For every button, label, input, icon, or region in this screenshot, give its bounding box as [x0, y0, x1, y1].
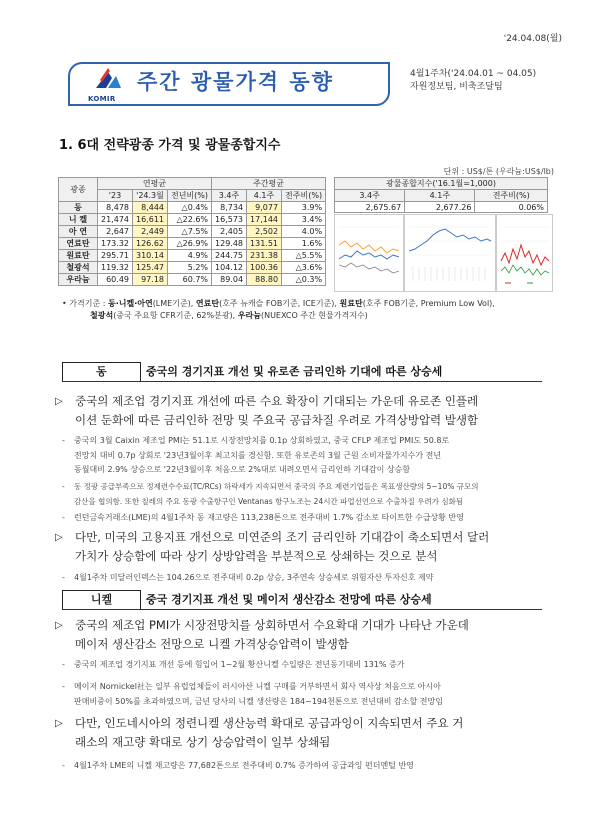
- col-header-weekly: 주간평균: [212, 178, 326, 190]
- cell: △7.5%: [168, 226, 212, 238]
- thumbnail-chart-1: [334, 214, 404, 292]
- note-uranium: 우라늄: [237, 311, 261, 320]
- arrow-icon: ▷: [55, 620, 63, 631]
- cell: 4.0%: [282, 226, 326, 238]
- department: 자원정보팀, 비축조달팀: [410, 82, 503, 92]
- cell: 4.9%: [168, 250, 212, 262]
- cell: 아 연: [59, 226, 98, 238]
- cell: 129.48: [212, 238, 247, 250]
- cell: △22.6%: [168, 214, 212, 226]
- dash-icon: -: [62, 513, 65, 522]
- cell: 244.75: [212, 250, 247, 262]
- table-row: [59, 250, 326, 262]
- table-row: [59, 202, 326, 214]
- copper-detail-2: [62, 480, 552, 509]
- nickel-detail-2: [62, 680, 552, 709]
- copper-detail-1: [62, 434, 552, 478]
- cell: 8,734: [212, 202, 247, 214]
- cell: 16,611: [133, 214, 168, 226]
- copper-divider: [62, 381, 542, 382]
- cell: 철광석: [59, 262, 98, 274]
- dash-icon: -: [62, 682, 65, 691]
- col-header-34: 3.4주: [212, 190, 247, 202]
- text-line: 메이저 생산감소 전망으로 니켈 가격상승압력이 발생함: [75, 637, 349, 651]
- cell: 원료탄: [59, 250, 98, 262]
- cell: △0.4%: [168, 202, 212, 214]
- text-line: 판매비중이 50%를 초과하였으며, 금년 당사의 니켈 생산량은 184~194천톤으로 전년대비 감소할 전망임: [74, 696, 443, 706]
- text-line: 런던금속거래소(LME)의 4월1주차 동 재고량은 113,238톤으로 전주대비 1.7% 감소로 타이트한 수급상황 반영: [74, 513, 464, 522]
- cell: △26.9%: [168, 238, 212, 250]
- nickel-divider: [62, 609, 542, 610]
- cell: 173.32: [98, 238, 133, 250]
- cell: 126.62: [133, 238, 168, 250]
- thumbnail-chart-2: [404, 214, 496, 292]
- note-thermal: 연료탄: [195, 299, 220, 308]
- nickel-detail-3: [62, 759, 552, 774]
- text-line: 동 정광 공급부족으로 정제련수수료(TC/RCs) 하락세가 지속되면서 중국의 주요 제련기업들은 목표생산량의 5~10% 규모의: [74, 482, 479, 491]
- svg-text:·····: ·····: [408, 265, 415, 272]
- index-title: 광물종합지수('16.1월=1,000): [335, 178, 548, 190]
- text-line: 다만, 미국의 고용지표 개선으로 미연준의 조기 금리인하 기대감이 축소되면서 달러: [75, 530, 490, 544]
- cell: 131.51: [247, 238, 282, 250]
- cell: 우라늄: [59, 274, 98, 286]
- index-col-34: 3.4주: [335, 190, 405, 202]
- text-line: 가치가 상승함에 따라 상기 상방압력을 부분적으로 상쇄하는 것으로 분석: [75, 549, 438, 563]
- cell: 1.6%: [282, 238, 326, 250]
- cell: 니 켈: [59, 214, 98, 226]
- index-value-34: 2,675.67: [335, 202, 405, 213]
- note-coking-basis: (호주 FOB기준, Premium Low Vol),: [362, 299, 495, 308]
- cell: 60.49: [98, 274, 133, 286]
- col-header-41: 4.1주: [247, 190, 282, 202]
- cell: 8,444: [133, 202, 168, 214]
- index-col-ratio: 전주비(%): [475, 190, 548, 202]
- thumbnail-chart-1-svg: [335, 215, 403, 291]
- nickel-label-box: 니켈: [62, 590, 141, 610]
- dash-icon: -: [62, 660, 65, 669]
- cell: 3.9%: [282, 202, 326, 214]
- note-iron-basis: (중국 주요항 CFR기준, 62%분광),: [113, 311, 238, 320]
- text-line: 중국의 제조업 경기지표 개선 등에 힘입어 1~2월 황산니켈 수입량은 전년동기대비 131% 증가: [74, 660, 405, 669]
- cell: 5.2%: [168, 262, 212, 274]
- col-header-ratio2: 전주비(%): [282, 190, 326, 202]
- dash-icon: -: [62, 436, 65, 445]
- table-row: [59, 214, 326, 226]
- text-line: 전망치 대비 0.7p 상회로 '23년3월이후 최고치를 경신함. 또한 유로존의 3월 근원 소비자물가지수가 전년: [74, 450, 442, 460]
- thumbnail-chart-2-svg: [405, 215, 495, 291]
- report-date: '24.04.08(월): [503, 34, 562, 44]
- note-iron: 철광석: [90, 311, 114, 320]
- cell: 60.7%: [168, 274, 212, 286]
- cell: 100.36: [247, 262, 282, 274]
- cell: 2,449: [133, 226, 168, 238]
- cell: 9,077: [247, 202, 282, 214]
- arrow-icon: ▷: [55, 532, 63, 543]
- cell: 21,474: [98, 214, 133, 226]
- note-cu-ni-zn: 동·니켈·아연: [107, 299, 153, 308]
- text-line: 4월1주차 LME의 니켈 재고량은 77,682톤으로 전주대비 0.7% 증가하여 공급과잉 펀더멘털 반영: [74, 761, 414, 770]
- cell: 16,573: [212, 214, 247, 226]
- note-thermal-basis: (호주 뉴캐슬 FOB기준, ICE기준),: [219, 299, 340, 308]
- cell: 295.71: [98, 250, 133, 262]
- copper-detail-3: [62, 511, 552, 526]
- text-line: 다만, 인도네시아의 정련니켈 생산능력 확대로 공급과잉이 지속되면서 주요 거: [75, 716, 464, 730]
- copper-headline: 중국의 경기지표 개선 및 유로존 금리인하 기대에 따른 상승세: [146, 365, 443, 378]
- arrow-icon: ▷: [55, 396, 63, 407]
- text-line: 메이저 Nornickel社는 일부 유럽업체들이 러시아산 니켈 구매를 거부하면서 회사 역사상 처음으로 아시아: [74, 682, 441, 691]
- cell: △0.3%: [282, 274, 326, 286]
- index-value-41: 2,677.26: [405, 202, 475, 213]
- cell: 231.38: [247, 250, 282, 262]
- cell: 동: [59, 202, 98, 214]
- cell: 8,478: [98, 202, 133, 214]
- cell: 89.04: [212, 274, 247, 286]
- cell: 17,144: [247, 214, 282, 226]
- thumbnail-chart-3-svg: [497, 215, 552, 291]
- cell: 3.4%: [282, 214, 326, 226]
- note-prefix: • 가격기준 :: [62, 299, 108, 308]
- cell: 88.80: [247, 274, 282, 286]
- price-basis-note: [62, 298, 562, 322]
- text-line: 중국의 제조업 경기지표 개선에 따른 수요 확장이 기대되는 가운데 유로존 인플레: [75, 394, 479, 408]
- col-header-ratio1: 전년비(%): [168, 190, 212, 202]
- text-line: 중국의 3월 Caixin 제조업 PMI는 51.1로 시장전망치를 0.1p 상회하였고, 중국 CFLP 제조업 PMI도 50.8로: [74, 436, 450, 445]
- dash-icon: -: [62, 761, 65, 770]
- note-uranium-basis: (NUEXCO 주간 현물가격지수): [260, 311, 368, 320]
- copper-label-box: 동: [62, 362, 141, 382]
- copper-point-1: [55, 392, 555, 430]
- copper-point-2: [55, 528, 555, 566]
- copper-detail-4: [62, 571, 552, 586]
- text-line: 동월대비 2.9% 상승으로 '22년3월이후 처음으로 2%대로 내려오면서 금리인하 기대감이 상승함: [74, 465, 411, 474]
- nickel-point-1: [55, 616, 555, 654]
- text-line: 중국의 제조업 PMI가 시장전망치를 상회하면서 수요확대 기대가 나타난 가운데: [75, 618, 469, 632]
- cell: 104.12: [212, 262, 247, 274]
- dash-icon: -: [62, 482, 65, 491]
- note-coking: 원료탄: [339, 299, 363, 308]
- note-lme: (LME기준),: [152, 299, 196, 308]
- index-table: [334, 177, 548, 213]
- nickel-detail-1: [62, 658, 552, 673]
- cell: 연료탄: [59, 238, 98, 250]
- table-row: [59, 238, 326, 250]
- cell: 2,405: [212, 226, 247, 238]
- week-range: 4월1주차('24.04.01 ~ 04.05): [410, 69, 537, 79]
- price-table: [58, 177, 326, 286]
- cell: △5.5%: [282, 250, 326, 262]
- col-header-annual: 연평균: [98, 178, 212, 190]
- text-line: 감산을 협의함. 또한 칠레의 주요 동광 수출항구인 Ventanas 항구노조는 24시간 파업선언으로 수출차질 우려가 심화됨: [74, 496, 464, 506]
- cell: △3.6%: [282, 262, 326, 274]
- nickel-headline: 중국 경기지표 개선 및 메이저 생산감소 전망에 따른 상승세: [146, 593, 432, 606]
- index-col-41: 4.1주: [405, 190, 475, 202]
- table-row: [59, 226, 326, 238]
- dash-icon: -: [62, 573, 65, 582]
- week-info: [410, 68, 536, 94]
- page-title: 주간 광물가격 동향: [137, 70, 334, 94]
- cell: 2,647: [98, 226, 133, 238]
- col-header-23: '23: [98, 190, 133, 202]
- arrow-icon: ▷: [55, 718, 63, 729]
- table-row: [59, 274, 326, 286]
- col-header-item: 광종: [59, 178, 98, 202]
- logo-text: KOMIR: [88, 95, 116, 103]
- index-value-ratio: 0.06%: [475, 202, 548, 213]
- thumbnail-chart-3: [496, 214, 553, 292]
- text-line: 래소의 재고량 확대로 상기 상승압력이 일부 상쇄됨: [75, 735, 331, 749]
- unit-label: 단위 : US$/톤 (우라늄:US$/lb): [443, 167, 554, 176]
- table-row: [59, 262, 326, 274]
- section-title: 1. 6대 전략광종 가격 및 광물종합지수: [59, 138, 281, 153]
- cell: 119.32: [98, 262, 133, 274]
- col-header-24: '24.3월: [133, 190, 168, 202]
- cell: 125.47: [133, 262, 168, 274]
- text-line: 4월1주차 미달러인덱스는 104.26으로 전주대비 0.2p 상승, 3주연속 상승세로 위험자산 투자신호 제약: [74, 573, 434, 582]
- cell: 310.14: [133, 250, 168, 262]
- cell: 2,502: [247, 226, 282, 238]
- cell: 97.18: [133, 274, 168, 286]
- nickel-point-2: [55, 714, 555, 752]
- text-line: 이션 둔화에 따른 금리인하 전망 및 주요국 공급차질 우려로 가격상방압력 발생함: [75, 413, 479, 427]
